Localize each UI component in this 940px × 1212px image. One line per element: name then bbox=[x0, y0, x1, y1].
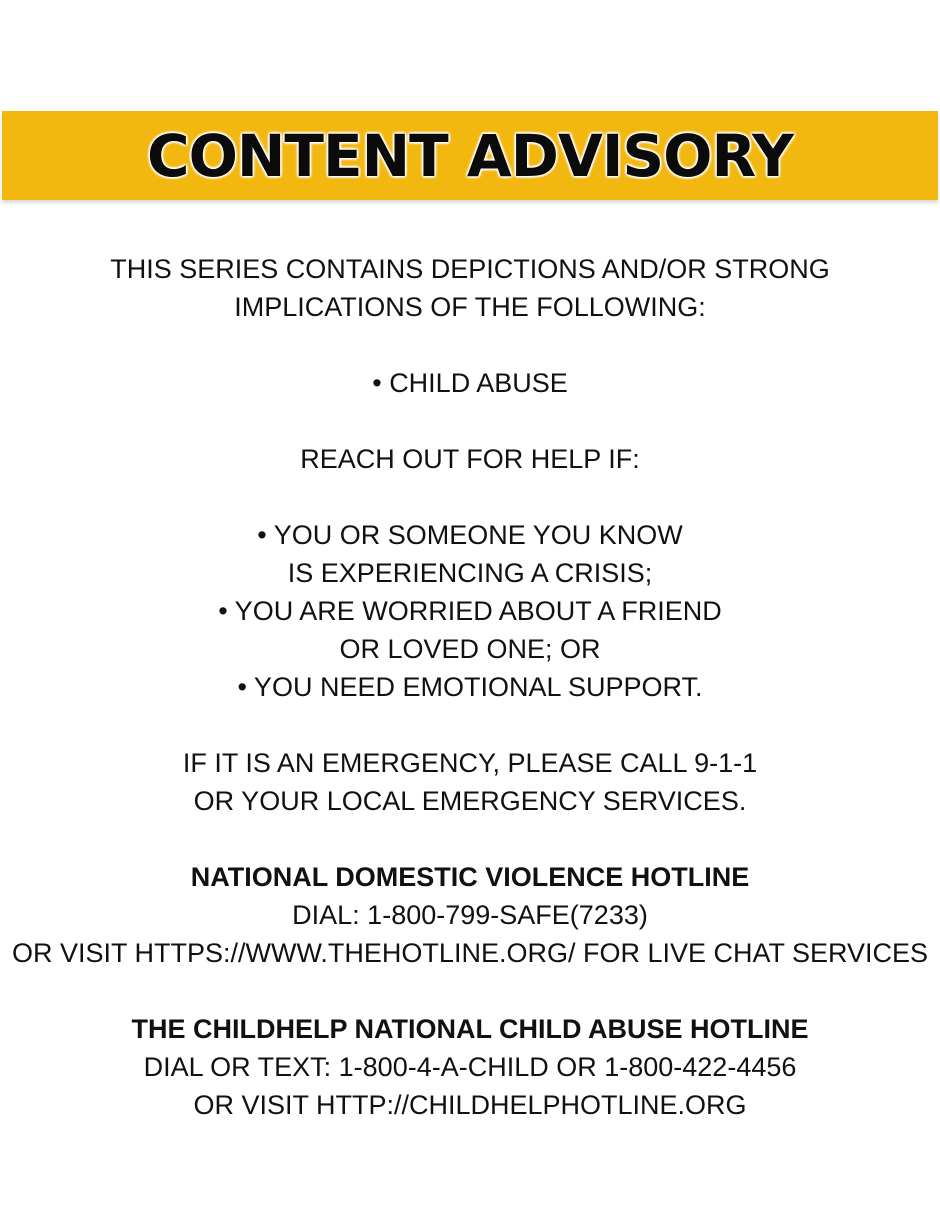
help-line: OR LOVED ONE; OR bbox=[339, 634, 601, 664]
hotline-name-childhelp: THE CHILDHELP NATIONAL CHILD ABUSE HOTLINE bbox=[131, 1014, 809, 1044]
advisory-body bbox=[0, 250, 940, 1124]
spacer bbox=[0, 478, 940, 516]
help-line: • YOU ARE WORRIED ABOUT A FRIEND bbox=[218, 596, 722, 626]
spacer bbox=[0, 326, 940, 364]
advisory-title: CONTENT ADVISORY bbox=[147, 121, 793, 190]
hotline-visit-domestic-violence: OR VISIT HTTPS://WWW.THEHOTLINE.ORG/ FOR LIVE CHAT SERVICES bbox=[11, 938, 929, 968]
help-line: • YOU OR SOMEONE YOU KNOW bbox=[257, 520, 683, 550]
spacer bbox=[0, 706, 940, 744]
hotline-contact-domestic-violence: DIAL: 1-800-799-SAFE(7233) bbox=[292, 900, 648, 930]
hotline-name-domestic-violence: NATIONAL DOMESTIC VIOLENCE HOTLINE bbox=[190, 862, 750, 892]
emergency-line-2: OR YOUR LOCAL EMERGENCY SERVICES. bbox=[193, 786, 747, 816]
hotline-contact-childhelp: DIAL OR TEXT: 1-800-4-A-CHILD OR 1-800-422-4456 bbox=[143, 1052, 797, 1082]
spacer bbox=[0, 402, 940, 440]
spacer bbox=[0, 972, 940, 1010]
hotline-visit-childhelp: OR VISIT HTTP://CHILDHELPHOTLINE.ORG bbox=[193, 1090, 747, 1120]
advisory-banner bbox=[2, 111, 938, 200]
intro-line-2: IMPLICATIONS OF THE FOLLOWING: bbox=[234, 292, 706, 322]
emergency-line-1: IF IT IS AN EMERGENCY, PLEASE CALL 9-1-1 bbox=[182, 748, 758, 778]
help-line: IS EXPERIENCING A CRISIS; bbox=[287, 558, 653, 588]
spacer bbox=[0, 820, 940, 858]
topic-item: • CHILD ABUSE bbox=[372, 368, 568, 398]
intro-line-1: THIS SERIES CONTAINS DEPICTIONS AND/OR STRONG bbox=[110, 254, 830, 284]
help-line: • YOU NEED EMOTIONAL SUPPORT. bbox=[237, 672, 703, 702]
help-heading: REACH OUT FOR HELP IF: bbox=[300, 444, 640, 474]
